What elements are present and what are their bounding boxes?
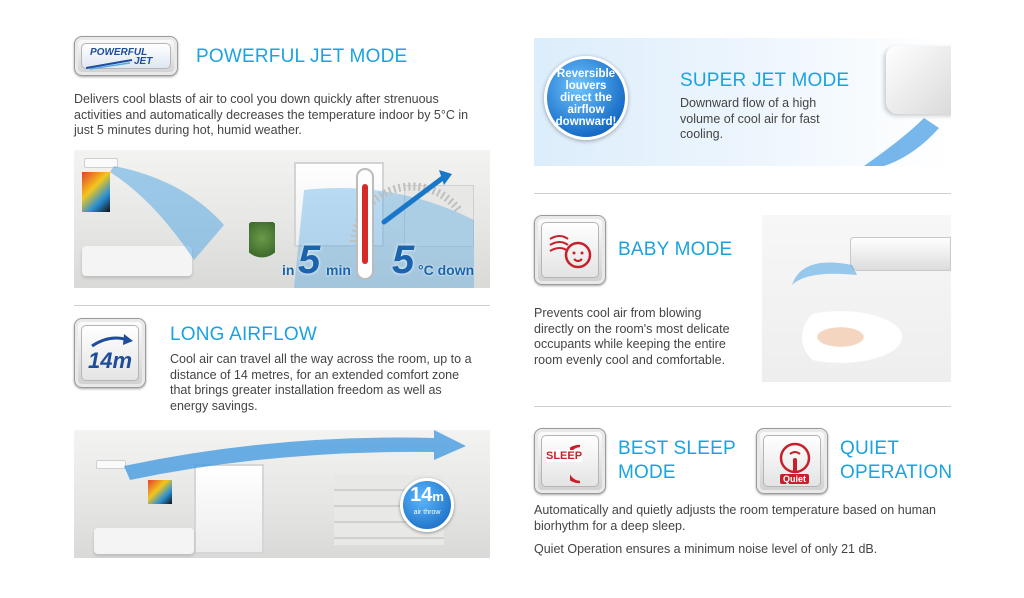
- shush-face-icon: [778, 440, 812, 476]
- sleeping-baby: [802, 307, 912, 367]
- long-airflow-icon: [74, 318, 146, 388]
- air-throw-badge: [400, 478, 454, 532]
- long-airflow-description: Cool air can travel all the way across the room, up to a distance of 14 metres, for an extended comfort zone that brings greater installation freedom as well as energy savings.: [170, 352, 472, 413]
- ac-unit: [886, 46, 951, 114]
- overlay-five-b: 5: [392, 238, 415, 282]
- quiet-operation-icon: [756, 428, 828, 494]
- super-jet-title: SUPER JET MODE: [680, 70, 850, 91]
- powerful-jet-icon-text-2: JET: [134, 56, 153, 67]
- louver-badge-text: Reversible louvers direct the airflow downward!: [555, 68, 617, 128]
- overlay-five-a: 5: [298, 238, 321, 282]
- louver-badge: [544, 56, 628, 140]
- baby-mode-icon-face: [541, 222, 599, 278]
- long-airflow-icon-face: [81, 325, 139, 381]
- best-sleep-description: Automatically and quietly adjusts the room temperature based on human biorhythm for a deep sleep.: [534, 503, 936, 533]
- thermometer-fill: [362, 184, 368, 264]
- divider-right-1: [534, 193, 951, 194]
- baby-mode-icon: [534, 215, 606, 285]
- quiet-description: Quiet Operation ensures a minimum noise level of only 21 dB.: [534, 542, 878, 556]
- baby-mode-image: [762, 215, 951, 382]
- air-throw-caption: air throw: [413, 509, 441, 516]
- quiet-title-line1: QUIET: [840, 438, 900, 459]
- quiet-title-line2: OPERATION: [840, 462, 953, 483]
- powerful-jet-icon-text-1: POWERFUL: [90, 47, 148, 58]
- divider-left-1: [74, 305, 490, 306]
- divider-right-2: [534, 406, 951, 407]
- super-jet-description: Downward flow of a high volume of cool air for fast cooling.: [680, 96, 820, 141]
- jet-streak-icon: [86, 58, 136, 70]
- baby-mode-description: Prevents cool air from blowing directly on the room's most delicate occupants while keeping the entire room evenly cool and comfortable.: [534, 306, 730, 367]
- powerful-jet-description: Delivers cool blasts of air to cool you down quickly after strenuous activities and automatically decreases the temperature indoor by 5°C in just 5 minutes during hot, humid weather.: [74, 92, 469, 137]
- best-sleep-title-line2: MODE: [618, 462, 676, 483]
- best-sleep-title-line1: BEST SLEEP: [618, 438, 736, 459]
- air-throw-unit: m: [432, 489, 444, 504]
- super-jet-banner: [534, 38, 951, 166]
- air-throw-value: 14: [410, 484, 433, 506]
- thermometer-icon: [356, 168, 374, 280]
- long-airflow-room-image: [74, 430, 490, 558]
- overlay-in: in: [282, 262, 295, 278]
- sleep-mode-icon: [534, 428, 606, 494]
- moon-icon: [570, 442, 600, 486]
- baby-face-icon: [548, 231, 594, 271]
- overlay-unit: °C down: [418, 262, 475, 278]
- overlay-min: min: [326, 262, 351, 278]
- powerful-jet-title: POWERFUL JET MODE: [196, 46, 408, 67]
- sleep-mode-icon-text: SLEEP: [546, 450, 583, 462]
- powerful-jet-icon: [74, 36, 178, 76]
- baby-mode-title: BABY MODE: [618, 239, 733, 260]
- powerful-jet-icon-face: [81, 43, 171, 69]
- quiet-operation-icon-face: [763, 435, 821, 487]
- long-airflow-icon-text: 14m: [88, 348, 133, 373]
- sleep-mode-icon-face: [541, 435, 599, 487]
- quiet-operation-icon-text: Quiet: [780, 474, 809, 484]
- long-airflow-title: LONG AIRFLOW: [170, 324, 318, 345]
- powerful-jet-room-image: [74, 150, 490, 288]
